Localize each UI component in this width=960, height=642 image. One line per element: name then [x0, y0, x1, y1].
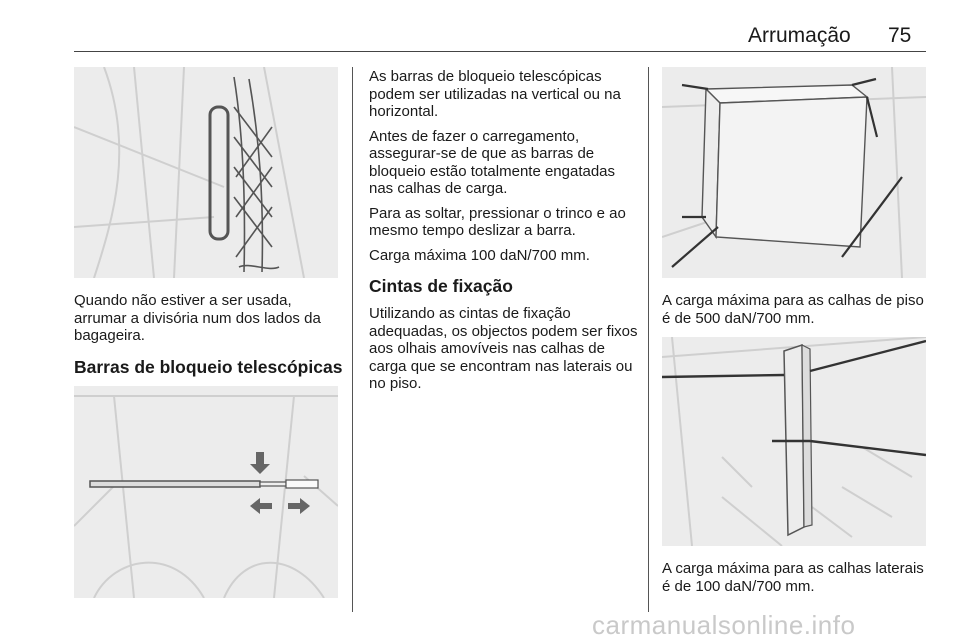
header-rule — [74, 51, 926, 52]
page-number: 75 — [888, 24, 912, 47]
page-header-title: Arrumação — [748, 24, 851, 47]
paragraph-before-loading: Antes de fazer o carregamento, assegurar-se de que as barras de bloqueio estão totalmente engatadas nas calhas de carga. — [369, 127, 616, 197]
figure-telescopic-bar — [74, 386, 338, 598]
figure-side-rail-straps — [662, 337, 926, 546]
column-divider-left — [352, 67, 353, 612]
figure-strapped-box — [662, 67, 926, 278]
paragraph-text: Utilizando as cintas de fixação adequadas, os objectos podem ser fixos aos olhais amovíveis nas calhas de carga que se encontram nas laterais ou no piso. — [369, 305, 638, 392]
paragraph-text: A carga máxima para as calhas laterais é de 100 daN/700 mm. — [662, 560, 924, 595]
heading-telescopic-bars: Barras de bloqueio telescópicas — [74, 357, 343, 377]
heading-tie-down-straps: Cintas de fixação — [369, 276, 513, 296]
watermark-text: carmanualsonline.info — [592, 610, 856, 640]
paragraph-straps — [369, 305, 639, 393]
paragraph-usage: As barras de bloqueio telescópicas podem ser utilizadas na vertical ou na horizontal. — [369, 68, 621, 120]
paragraph-side-rails — [662, 560, 932, 595]
paragraph-stow-partition — [74, 292, 344, 345]
paragraph-text: Quando não estiver a ser usada, arrumar a divisória num dos lados da bagageira. — [74, 292, 321, 344]
column-divider-right — [648, 67, 649, 612]
figure-partition-net — [74, 67, 338, 278]
paragraph-max-load: Carga máxima 100 daN/700 mm. — [369, 246, 590, 264]
paragraph-text: A carga máxima para as calhas de piso é de 500 daN/700 mm. — [662, 292, 924, 327]
paragraph-release: Para as soltar, pressionar o trinco e ao mesmo tempo deslizar a barra. — [369, 204, 626, 239]
column-2-text — [369, 68, 639, 264]
paragraph-floor-rails — [662, 292, 932, 327]
